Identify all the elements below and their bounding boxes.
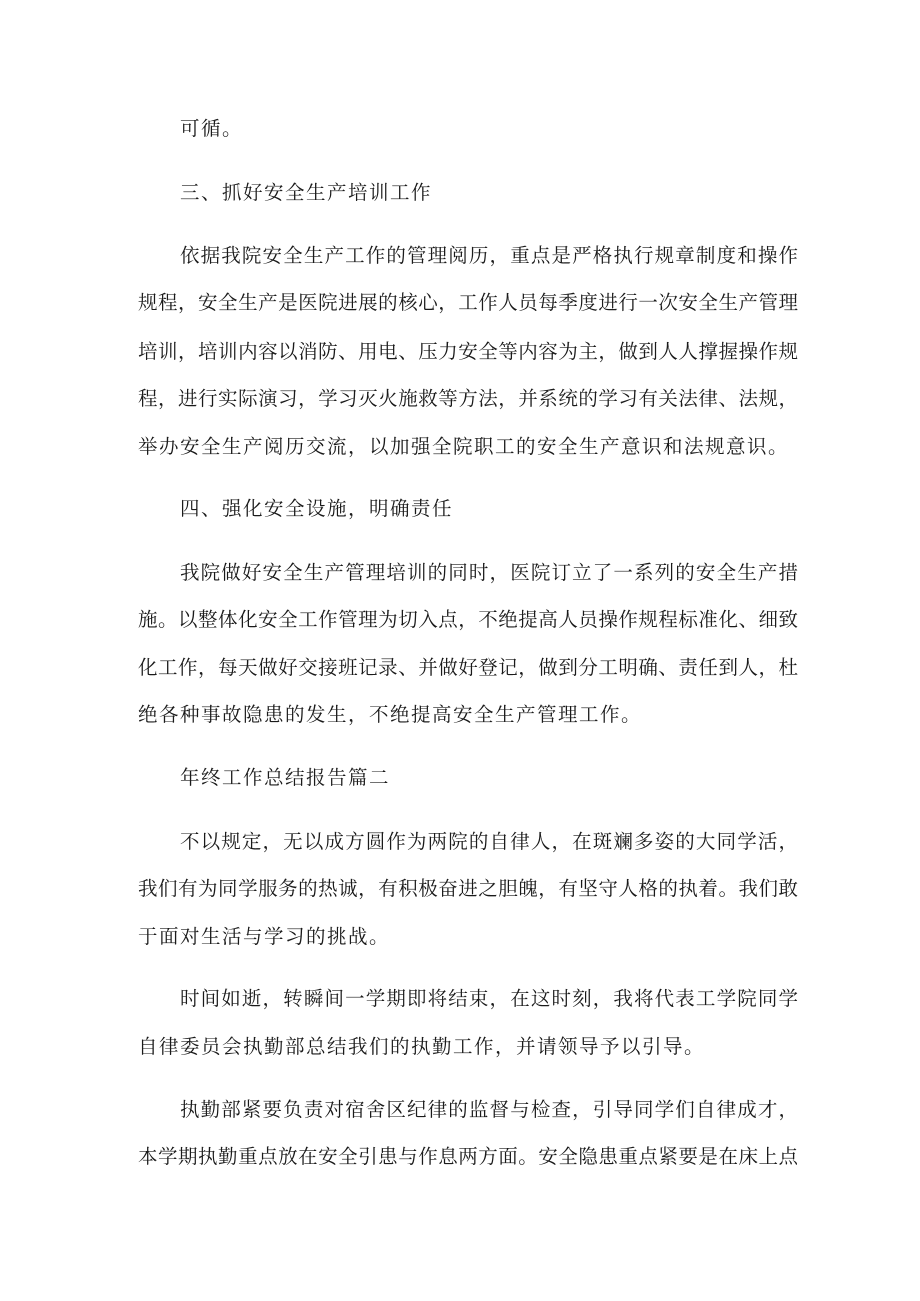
- section-heading: 年终工作总结报告篇二: [180, 766, 391, 789]
- paragraph-line: 时间如逝，转瞬间一学期即将结束，在这时刻，我将代表工学院同学: [180, 987, 798, 1010]
- paragraph-line: 我们有为同学服务的热诚，有积极奋进之胆魄，有坚守人格的执着。我们敢: [138, 877, 798, 900]
- paragraph-line: 举办安全生产阅历交流，以加强全院职工的安全生产意识和法规意识。: [138, 435, 790, 458]
- paragraph-line: 执勤部紧要负责对宿舍区纪律的监督与检查，引导同学们自律成才，: [180, 1098, 798, 1121]
- paragraph-line: 自律委员会执勤部总结我们的执勤工作，并请领导予以引导。: [138, 1035, 706, 1058]
- paragraph-line: 绝各种事故隐患的发生，不绝提高安全生产管理工作。: [138, 703, 643, 726]
- paragraph-line: 我院做好安全生产管理培训的同时，医院订立了一系列的安全生产措: [180, 561, 798, 584]
- paragraph-line: 规程，安全生产是医院进展的核心，工作人员每季度进行一次安全生产管理: [138, 291, 798, 314]
- paragraph-line: 程，进行实际演习，学习灭火施救等方法，并系统的学习有关法律、法规，: [138, 387, 798, 410]
- paragraph-line: 化工作，每天做好交接班记录、并做好登记，做到分工明确、责任到人，杜: [138, 656, 798, 679]
- section-heading: 三、抓好安全生产培训工作: [180, 181, 433, 204]
- paragraph-line: 施。以整体化安全工作管理为切入点，不绝提高人员操作规程标准化、细致: [138, 608, 798, 631]
- paragraph-line: 可循。: [180, 117, 244, 140]
- paragraph-line: 于面对生活与学习的挑战。: [138, 925, 391, 948]
- section-heading: 四、强化安全设施，明确责任: [180, 497, 454, 520]
- paragraph-line: 本学期执勤重点放在安全引患与作息两方面。安全隐患重点紧要是在床上点: [138, 1145, 798, 1168]
- paragraph-line: 依据我院安全生产工作的管理阅历，重点是严格执行规章制度和操作: [180, 244, 798, 267]
- paragraph-line: 不以规定，无以成方圆作为两院的自律人，在斑斓多姿的大同学活，: [180, 830, 798, 853]
- paragraph-line: 培训，培训内容以消防、用电、压力安全等内容为主，做到人人撑握操作规: [138, 340, 798, 363]
